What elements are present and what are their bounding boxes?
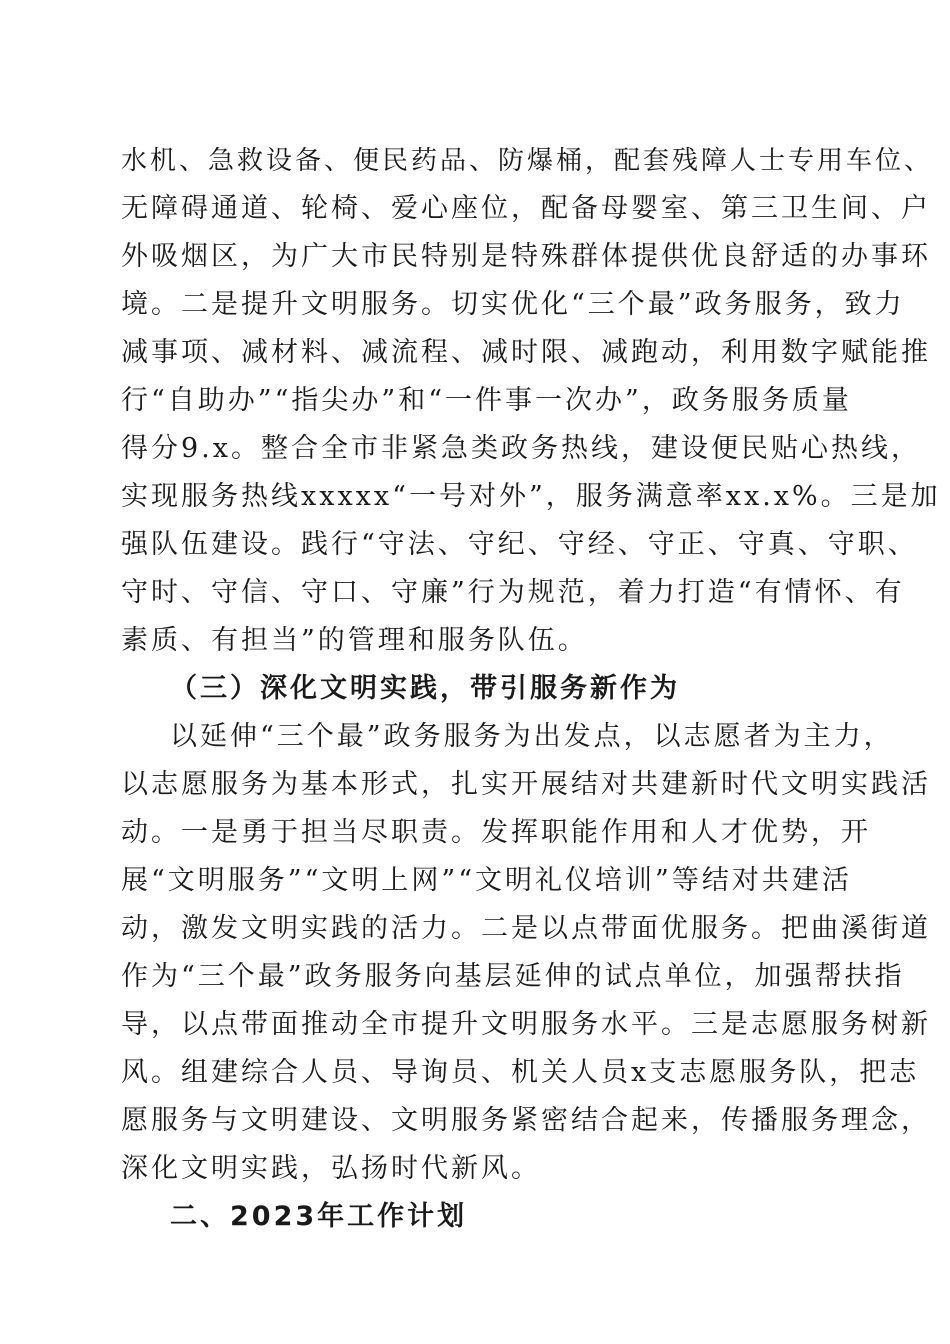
body-text-line: 深化文明实践，弘扬时代新风。 [121,1153,541,1184]
section-heading: （三）深化文明实践，带引服务新作为 [170,673,680,704]
body-text-line: 以志愿服务为基本形式，扎实开展结对共建新时代文明实践活 [121,769,931,800]
body-text-line: 动，激发文明实践的活力。二是以点带面优服务。把曲溪街道 [121,913,931,944]
body-text-line: 以延伸“三个最”政务服务为出发点，以志愿者为主力， [170,721,894,752]
body-text-line: 外吸烟区，为广大市民特别是特殊群体提供优良舒适的办事环 [121,241,931,272]
body-text-line: 实现服务热线xxxxx“一号对外”，服务满意率xx.x%。三是加 [121,481,941,512]
body-text-line: 风。组建综合人员、导询员、机关人员x支志愿服务队，把志 [121,1057,920,1088]
body-text-line: 动。一是勇于担当尽职责。发挥职能作用和人才优势，开 [121,817,871,848]
body-text-line: 作为“三个最”政务服务向基层延伸的试点单位，加强帮扶指 [121,961,905,992]
body-text-line: 水机、急救设备、便民药品、防爆桶，配套残障人士专用车位、 [121,146,934,176]
chapter-heading: 二、2023年工作计划 [170,1201,468,1232]
body-text-line: 减事项、减材料、减流程、减时限、减跑动，利用数字赋能推 [121,337,931,368]
body-text-line: 愿服务与文明建设、文明服务紧密结合起来，传播服务理念， [121,1105,931,1136]
body-text-line: 无障碍通道、轮椅、爱心座位，配备母婴室、第三卫生间、户 [121,193,931,224]
body-text-line: 得分9.x。整合全市非紧急类政务热线，建设便民贴心热线， [121,433,921,464]
body-text-line: 行“自助办”“指尖办”和“一件事一次办”，政务服务质量 [121,385,852,416]
body-text-line: 展“文明服务”“文明上网”“文明礼仪培训”等结对共建活 [121,865,852,896]
body-text-line: 境。二是提升文明服务。切实优化“三个最”政务服务，致力 [121,289,905,320]
body-text-line: 强队伍建设。践行“守法、守纪、守经、守正、守真、守职、 [121,529,918,560]
body-text-line: 导，以点带面推动全市提升文明服务水平。三是志愿服务树新 [121,1009,931,1040]
body-text-line: 素质、有担当”的管理和服务队伍。 [121,625,588,656]
body-text-line: 守时、守信、守口、守廉”行为规范，着力打造“有情怀、有 [121,577,905,608]
